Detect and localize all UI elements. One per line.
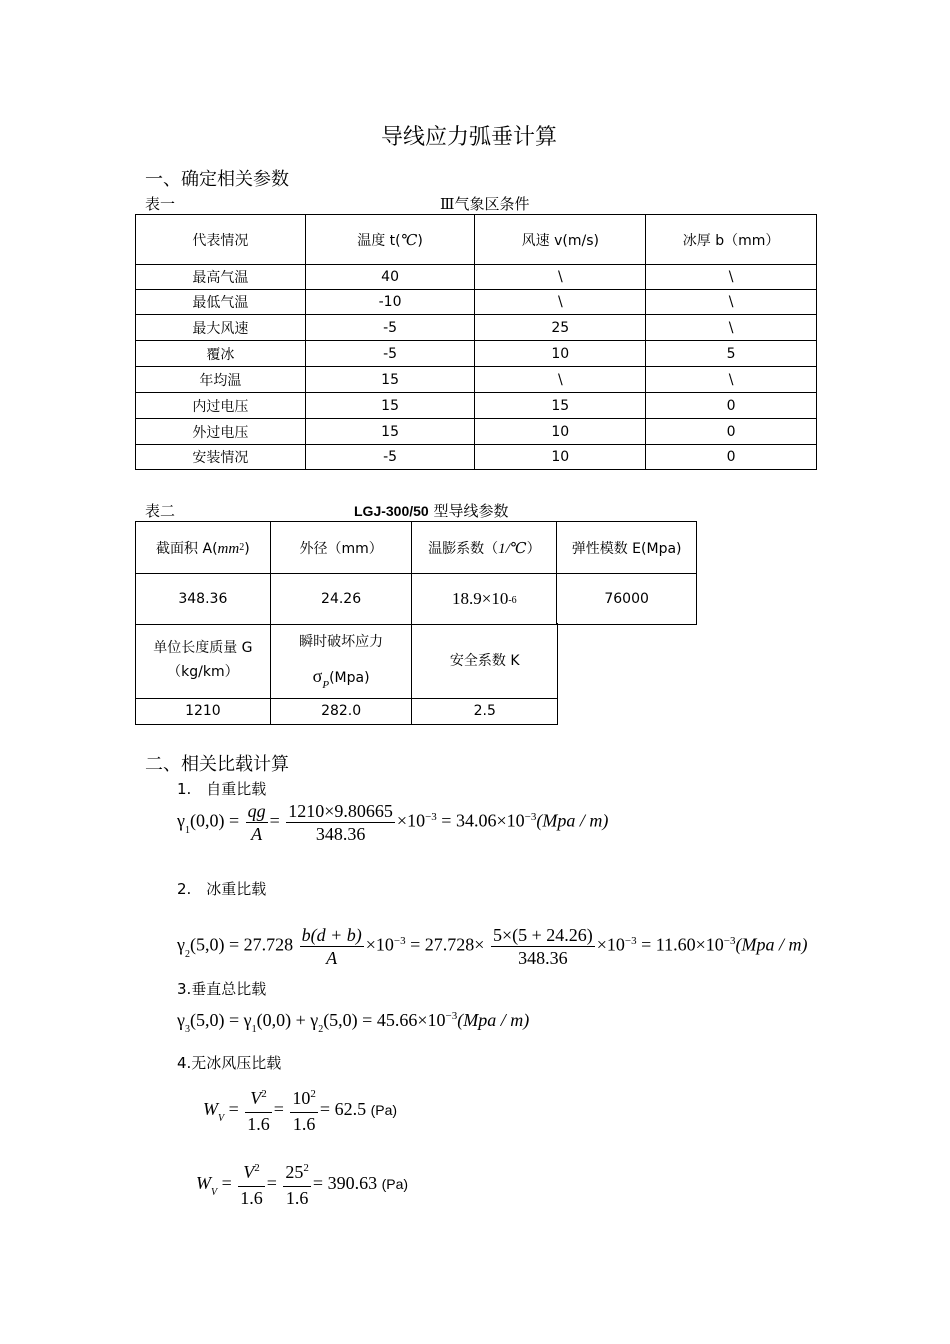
equation-self-weight [177, 800, 608, 845]
header-cross-section-close: ) [244, 540, 250, 557]
eq-result: = 34.06×10 [436, 810, 525, 831]
table-header-row [136, 522, 697, 574]
equation-wind-pressure-25 [196, 1161, 408, 1209]
header-expansion-unit: 1/℃ [498, 540, 527, 557]
header-safety-factor: 安全系数 K [412, 623, 558, 698]
sigma-symbol: σ [312, 665, 323, 686]
fraction-denominator: 1.6 [240, 1188, 263, 1208]
cell-breaking-stress: 282.0 [270, 698, 412, 724]
fraction-denominator: 348.36 [315, 824, 366, 844]
cell: 内过电压 [136, 393, 306, 419]
header-cross-section [136, 522, 271, 574]
cell: 15 [305, 367, 475, 393]
speed-exponent: 2 [303, 1162, 309, 1174]
header-temperature-close: ) [417, 232, 423, 249]
eq-args: (5,0) = 27.728 [189, 934, 294, 955]
conductor-parameters-table-top [135, 521, 697, 625]
header-elastic-modulus: 弹性模数 E(Mpa) [557, 522, 697, 574]
eq-result: = 62.5 [319, 1099, 367, 1120]
cell: -5 [305, 315, 475, 341]
fraction-numerator: qg [247, 801, 266, 821]
fraction-qg-a [246, 800, 268, 845]
fraction-denominator: A [326, 948, 338, 968]
equation-ice-weight [177, 924, 807, 969]
w-symbol: W [203, 1099, 218, 1120]
eq-sign: = [266, 1173, 277, 1194]
eq-unit: (Pa) [370, 1102, 398, 1119]
speed-value: 25 [285, 1162, 304, 1182]
expansion-exponent: -6 [508, 595, 517, 606]
sigma-subscript: P [322, 678, 330, 691]
eq-sign: = [273, 1099, 284, 1120]
cell: \ [475, 290, 646, 315]
cell-outer-diameter: 24.26 [270, 574, 412, 625]
eq-exponent: −3 [393, 934, 406, 947]
cell-safety-factor: 2.5 [412, 698, 558, 724]
fraction-numerator: 1210×9.80665 [288, 801, 393, 821]
eq-args: (5,0) = 45.66×10 [323, 1010, 446, 1030]
stress-unit: (Mpa) [329, 669, 370, 686]
fraction-denominator: 348.36 [518, 948, 568, 968]
cell: \ [475, 265, 646, 290]
eq-exponent: −3 [445, 1010, 458, 1022]
eq-sign: = [228, 1099, 239, 1120]
equation-vertical-total [177, 1010, 530, 1035]
eq-args: (0,0) + [256, 1010, 311, 1030]
header-expansion-coefficient [412, 522, 557, 574]
climate-conditions-table [135, 214, 817, 470]
header-expansion-label: 温膨系数（ [428, 540, 499, 557]
fraction-denominator: 1.6 [292, 1114, 316, 1134]
eq-tail: ×10 [396, 810, 426, 831]
eq-mid: ×10 [365, 934, 394, 955]
header-temperature-unit: ℃ [400, 232, 418, 249]
gamma-subscript: 2 [318, 1024, 324, 1035]
table-2-caption-text: 型导线参数 [428, 502, 509, 520]
speed-exponent: 2 [310, 1088, 316, 1100]
gamma-symbol: γ [177, 810, 185, 831]
header-cross-section-label: 截面积 A( [156, 540, 218, 557]
gamma-subscript: 1 [251, 1024, 257, 1035]
section-2-heading: 二、相关比载计算 [145, 754, 289, 775]
eq-exponent: −3 [624, 934, 637, 947]
gamma-symbol: γ [310, 1010, 319, 1030]
table-2-caption-model: LGJ-300/50 [354, 503, 429, 519]
section-1-heading: 一、确定相关参数 [145, 169, 289, 190]
cell: 40 [305, 265, 475, 290]
header-condition: 代表情况 [136, 215, 306, 265]
cell: -10 [305, 290, 475, 315]
cell: 10 [475, 341, 646, 367]
cell: 最高气温 [136, 265, 306, 290]
gamma-subscript: 2 [184, 948, 190, 960]
cell: \ [646, 315, 817, 341]
eq-args: (0,0) = [189, 810, 240, 831]
fraction-values [286, 800, 395, 845]
cell-expansion-coefficient [412, 574, 557, 625]
header-breaking-stress [270, 623, 412, 698]
cell: 15 [475, 393, 646, 419]
cell-elastic-modulus: 76000 [557, 574, 697, 625]
gamma-symbol: γ [177, 934, 185, 955]
cell: 15 [305, 419, 475, 445]
fraction-formula [300, 924, 364, 969]
v-symbol: V [243, 1162, 255, 1182]
eq-unit: (Mpa / m) [457, 1010, 530, 1030]
equation-wind-pressure-10 [203, 1087, 397, 1135]
cell: 15 [305, 393, 475, 419]
cell: 安装情况 [136, 445, 306, 470]
cell: 5 [646, 341, 817, 367]
v-exponent: 2 [261, 1088, 267, 1100]
expansion-value: 18.9×10 [452, 589, 509, 608]
table-row [136, 698, 558, 724]
table-row [136, 290, 817, 315]
fraction-numerator: b(d + b) [301, 925, 362, 945]
cell-unit-mass: 1210 [136, 698, 271, 724]
fraction-values [283, 1161, 311, 1209]
header-unit-mass-label: 单位长度质量 G [153, 640, 253, 657]
cell: 10 [475, 445, 646, 470]
cell: \ [646, 367, 817, 393]
conductor-parameters-table-bottom [135, 623, 558, 725]
cell: 覆冰 [136, 341, 306, 367]
cell: 最大风速 [136, 315, 306, 341]
fraction-v2 [238, 1161, 265, 1209]
gamma-subscript: 3 [184, 1024, 190, 1035]
item-self-weight: 1. 自重比载 [177, 780, 267, 798]
w-subscript: V [218, 1113, 225, 1125]
v-symbol: V [250, 1088, 262, 1108]
header-cross-section-unit: mm [217, 540, 240, 557]
table-row [136, 265, 817, 290]
cell: \ [475, 367, 646, 393]
eq-mid: = 27.728× [405, 934, 485, 955]
cell: 10 [475, 419, 646, 445]
header-temperature-label: 温度 t( [357, 232, 401, 249]
cell: -5 [305, 445, 475, 470]
fraction-values [491, 924, 595, 969]
header-temperature [305, 215, 475, 265]
table-1-label: 表一 [145, 195, 176, 213]
table-row [136, 574, 697, 625]
eq-sign: = [221, 1173, 232, 1194]
gamma-subscript: 1 [184, 824, 190, 836]
item-ice-weight: 2. 冰重比载 [177, 880, 267, 898]
eq-sign: = [269, 810, 280, 831]
header-cross-section-exp: 2 [239, 541, 245, 553]
cell-cross-section: 348.36 [136, 574, 271, 625]
speed-value: 10 [292, 1088, 311, 1108]
table-row [136, 393, 817, 419]
fraction-numerator [290, 1087, 318, 1113]
table-2-label: 表二 [145, 502, 176, 520]
header-wind-speed: 风速 v(m/s) [475, 215, 646, 265]
eq-result: = 11.60×10 [636, 934, 724, 955]
cell: -5 [305, 341, 475, 367]
cell: \ [646, 290, 817, 315]
eq-exponent: −3 [524, 810, 537, 823]
table-row [136, 445, 817, 470]
table-header-row [136, 623, 558, 698]
fraction-denominator: 1.6 [285, 1188, 309, 1208]
header-breaking-stress-symbol [271, 659, 412, 696]
header-breaking-stress-label: 瞬时破坏应力 [299, 633, 384, 650]
table-row [136, 367, 817, 393]
v-exponent: 2 [254, 1162, 260, 1174]
fraction-v2 [245, 1087, 272, 1135]
fraction-numerator [245, 1087, 272, 1113]
cell: 25 [475, 315, 646, 341]
page-title: 导线应力弧垂计算 [381, 125, 558, 150]
w-subscript: V [211, 1187, 218, 1199]
header-ice-thickness: 冰厚 b（mm） [646, 215, 817, 265]
w-symbol: W [196, 1173, 211, 1194]
table-row [136, 341, 817, 367]
fraction-denominator: 1.6 [247, 1114, 270, 1134]
table-2-caption [354, 500, 509, 521]
table-row [136, 315, 817, 341]
fraction-numerator [238, 1161, 265, 1187]
header-expansion-close: ） [526, 540, 541, 557]
cell: 年均温 [136, 367, 306, 393]
cell: 0 [646, 419, 817, 445]
eq-result: = 390.63 [312, 1173, 378, 1194]
fraction-values [290, 1087, 318, 1135]
header-unit-mass [136, 623, 271, 698]
fraction-numerator [283, 1161, 311, 1187]
cell: 最低气温 [136, 290, 306, 315]
cell: 外过电压 [136, 419, 306, 445]
eq-exponent: −3 [425, 810, 437, 823]
item-vertical-total: 3.垂直总比载 [177, 980, 267, 998]
eq-mid: ×10 [596, 934, 625, 955]
eq-unit: (Mpa / m) [735, 934, 808, 955]
eq-unit: (Mpa / m) [536, 810, 609, 831]
gamma-symbol: γ [243, 1010, 252, 1030]
item-wind-pressure: 4.无冰风压比载 [177, 1054, 282, 1072]
header-unit-mass-unit: （kg/km） [167, 664, 239, 681]
cell: 0 [646, 393, 817, 419]
fraction-denominator: A [251, 824, 263, 844]
eq-exponent: −3 [723, 934, 736, 947]
table-1-caption: Ⅲ气象区条件 [440, 197, 530, 213]
cell: \ [646, 265, 817, 290]
cell: 0 [646, 445, 817, 470]
table-header-row [136, 215, 817, 265]
eq-unit: (Pa) [381, 1176, 409, 1193]
table-row [136, 419, 817, 445]
fraction-numerator: 5×(5 + 24.26) [492, 925, 593, 945]
eq-args: (5,0) = [189, 1010, 244, 1030]
header-outer-diameter: 外径（mm） [270, 522, 412, 574]
gamma-symbol: γ [177, 1010, 185, 1030]
